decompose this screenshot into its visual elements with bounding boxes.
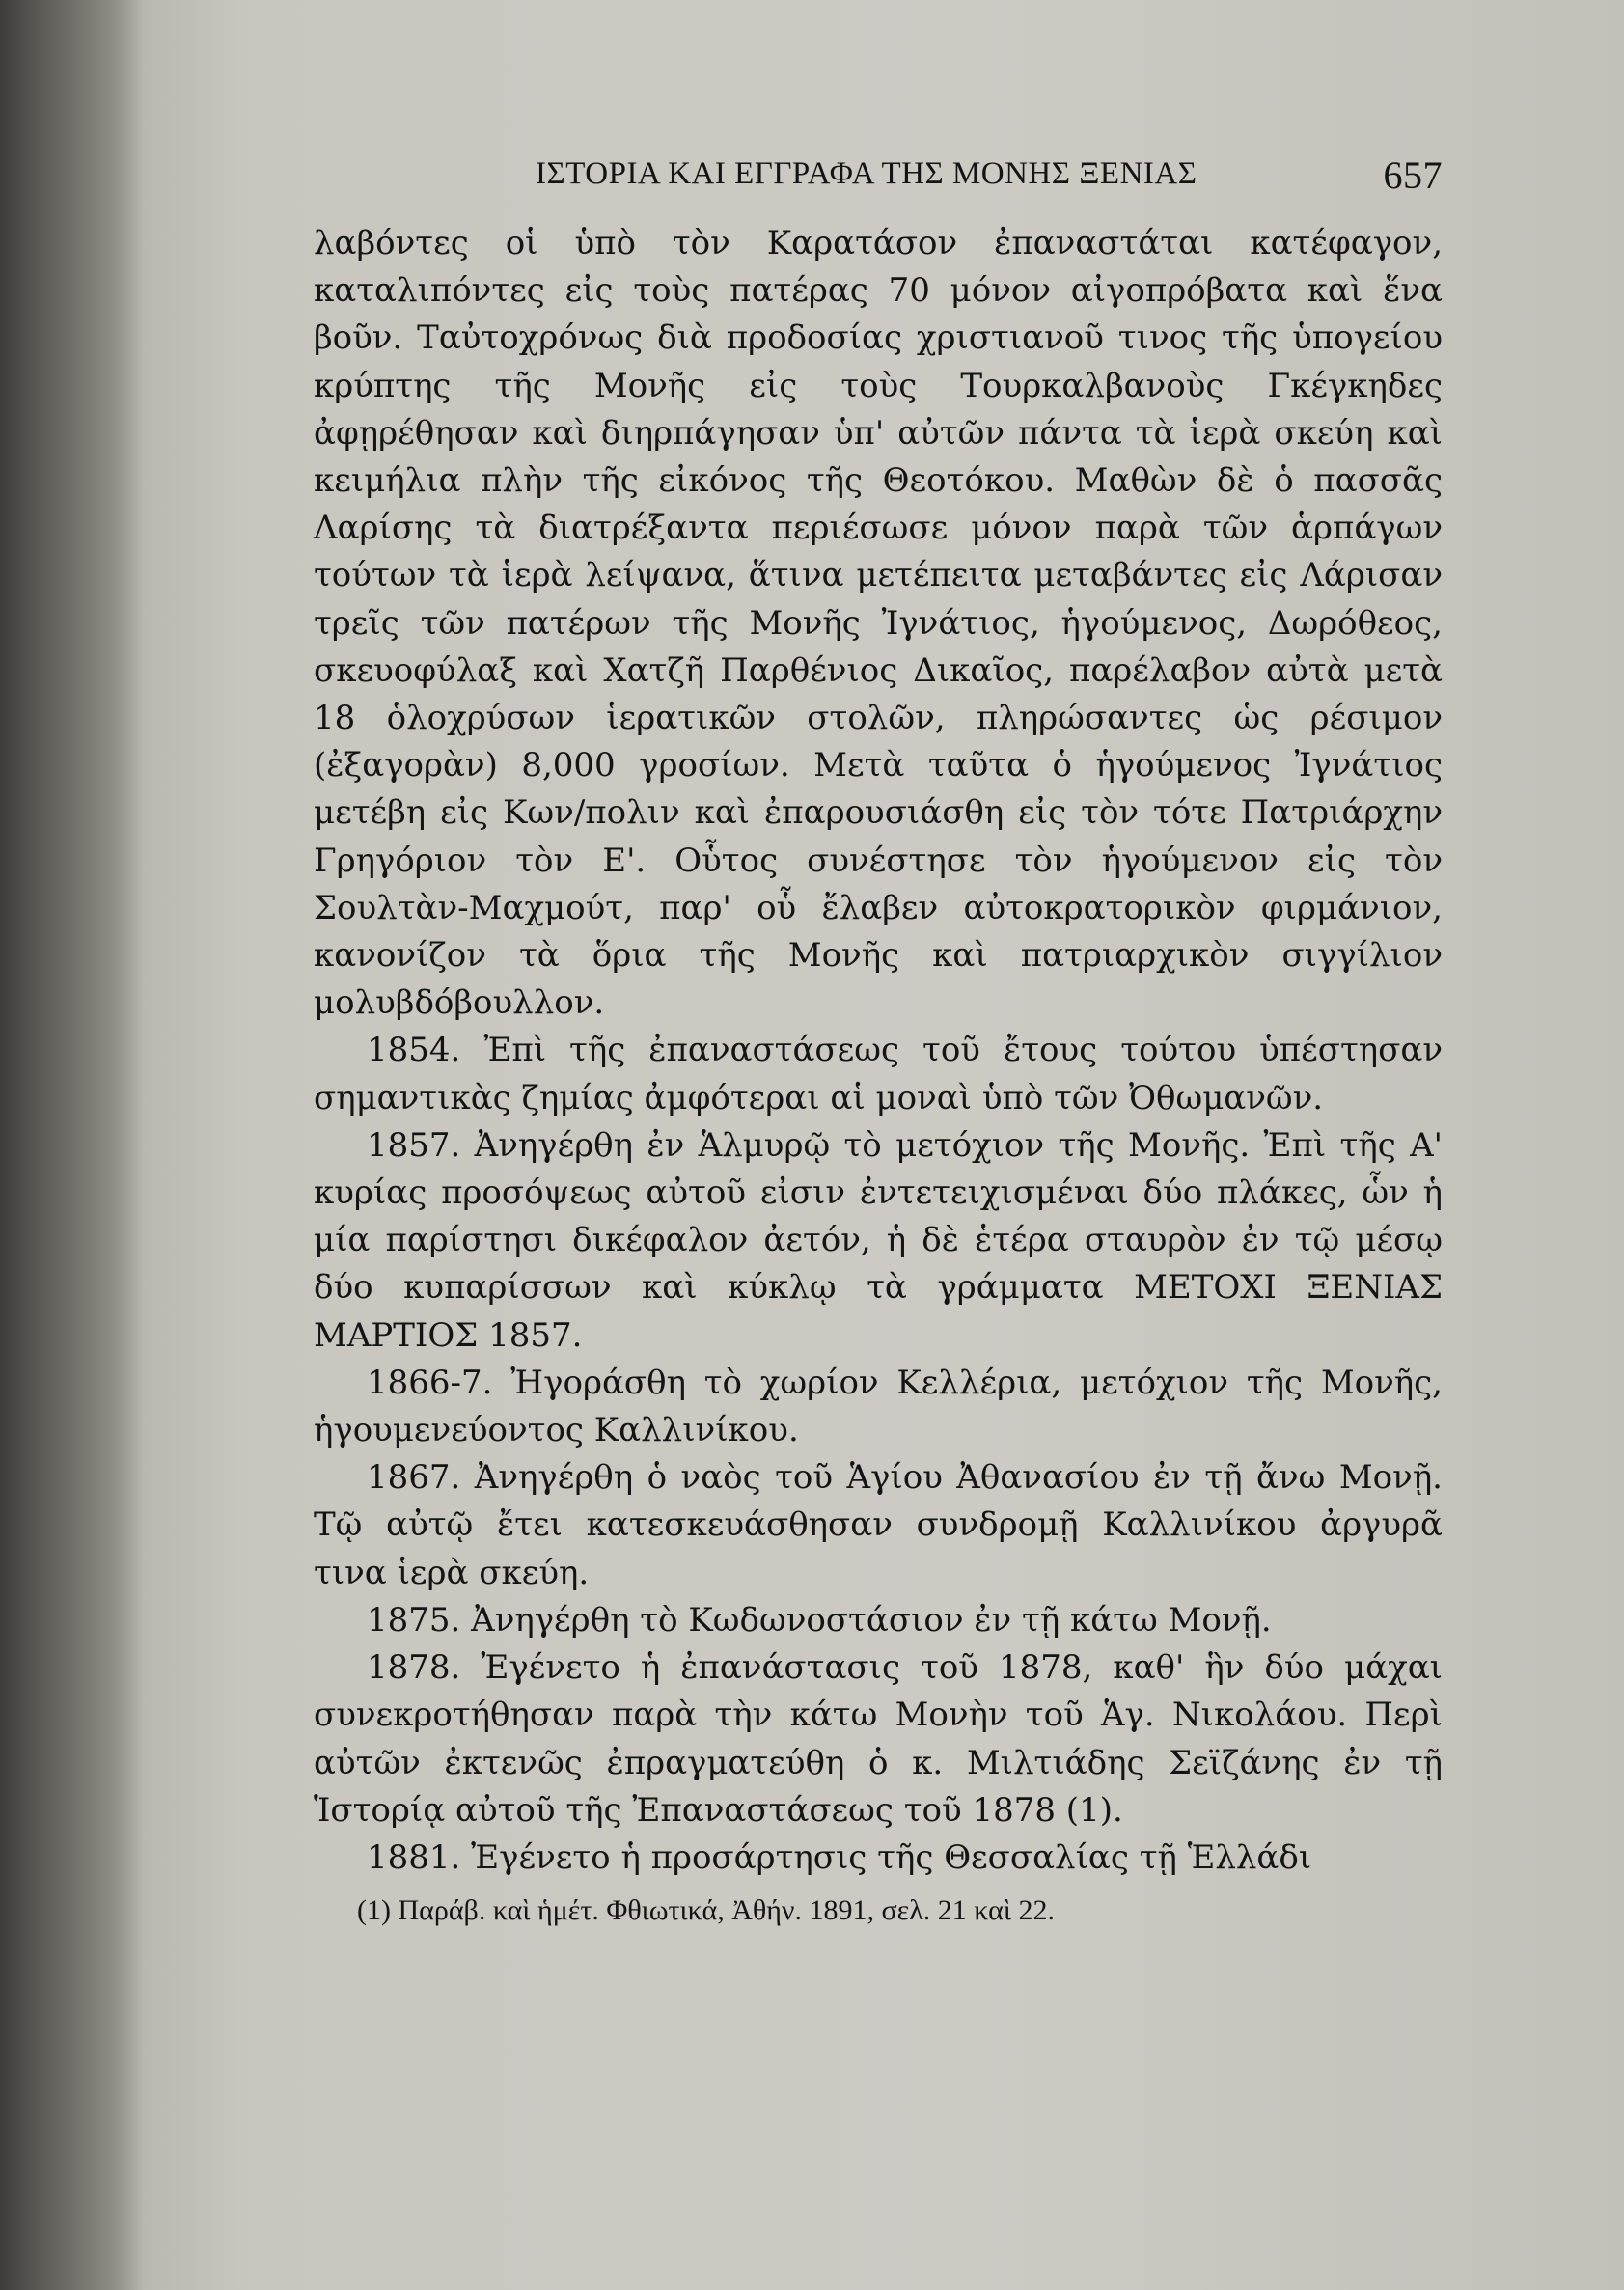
- paragraph-1866: 1866-7. Ἠγοράσθη τὸ χωρίον Κελλέρια, μετόχιον τῆς Μονῆς, ἡγουμενεύοντος Καλλινίκου.: [314, 1363, 1443, 1450]
- paragraph-1857: 1857. Ἀνηγέρθη ἐν Ἁλμυρῷ τὸ μετόχιον τῆς Μονῆς. Ἐπὶ τῆς Α' κυρίας προσόψεως αὐτοῦ εἰσιν ἐντετειχισμέναι δύο πλάκες, ὧν ἡ μία παρίστησι δικέφαλον ἀετόν, ἡ δὲ ἑτέρα σταυρὸν ἐν τῷ μέσῳ δύο κυπαρίσσων καὶ κύκλῳ τὰ γράμματα ΜΕΤΟΧΙ ΞΕΝΙΑΣ ΜΑΡΤΙΟΣ 1857.: [314, 1125, 1443, 1355]
- paragraph-1854: 1854. Ἐπὶ τῆς ἐπαναστάσεως τοῦ ἔτους τούτου ὑπέστησαν σημαντικὰς ζημίας ἀμφότεραι αἱ μοναὶ ὑπὸ τῶν Ὀθωμανῶν.: [314, 1031, 1443, 1117]
- page-content: [314, 145, 1443, 1930]
- page-number: 657: [1383, 153, 1443, 197]
- paragraph-1878: 1878. Ἐγένετο ἡ ἐπανάστασις τοῦ 1878, καθ' ἣν δύο μάχαι συνεκροτήθησαν παρὰ τὴν κάτω Μονὴν τοῦ Ἁγ. Νικολάου. Περὶ αὐτῶν ἐκτενῶς ἐπραγματεύθη ὁ κ. Μιλτιάδης Σεϊζάνης ἐν τῇ Ἱστορίᾳ αὐτοῦ τῆς Ἐπαναστάσεως τοῦ 1878 (1).: [314, 1648, 1443, 1830]
- book-gutter-shadow: [0, 0, 145, 2290]
- body-text: [314, 220, 1443, 1882]
- paragraph-1867: 1867. Ἀνηγέρθη ὁ ναὸς τοῦ Ἁγίου Ἀθανασίου ἐν τῇ ἄνω Μονῇ. Τῷ αὐτῷ ἔτει κατεσκευάσθησαν συνδρομῇ Καλλινίκου ἀργυρᾶ τινα ἱερὰ σκεύη.: [314, 1458, 1443, 1592]
- running-head-title: ΙΣΤΟΡΙΑ ΚΑΙ ΕΓΓΡΑΦΑ ΤΗΣ ΜΟΝΗΣ ΞΕΝΙΑΣ: [536, 156, 1197, 191]
- paragraph-1875: 1875. Ἀνηγέρθη τὸ Κωδωνοστάσιον ἐν τῇ κάτω Μονῇ.: [367, 1600, 1272, 1640]
- footnote: (1) Παράβ. καὶ ἡμέτ. Φθιωτικά, Ἀθήν. 1891, σελ. 21 καὶ 22.: [357, 1894, 1055, 1927]
- paragraph-1881: 1881. Ἐγένετο ἡ προσάρτησις τῆς Θεσσαλίας τῇ Ἑλλάδι: [367, 1837, 1312, 1877]
- paragraph-continuation: λαβόντες οἱ ὑπὸ τὸν Καρατάσον ἐπαναστάται κατέφαγον, καταλιπόντες εἰς τοὺς πατέρας 70 μόνον αἰγοπρόβατα καὶ ἕνα βοῦν. Ταὐτοχρόνως διὰ προδοσίας χριστιανοῦ τινος τῆς ὑπογείου κρύπτης τῆς Μονῆς εἰς τοὺς Τουρκαλβανοὺς Γκέγκηδες ἀφῃρέθησαν καὶ διηρπάγησαν ὑπ' αὐτῶν πάντα τὰ ἱερὰ σκεύη καὶ κειμήλια πλὴν τῆς εἰκόνος τῆς Θεοτόκου. Μαθὼν δὲ ὁ πασσᾶς Λαρίσης τὰ διατρέξαντα περιέσωσε μόνον παρὰ τῶν ἁρπάγων τούτων τὰ ἱερὰ λείψανα, ἅτινα μετέπειτα μεταβάντες εἰς Λάρισαν τρεῖς τῶν πατέρων τῆς Μονῆς Ἰγνάτιος, ἡγούμενος, Δωρόθεος, σκευοφύλαξ καὶ Χατζῆ Παρθένιος Δικαῖος, παρέλαβον αὐτὰ μετὰ 18 ὁλοχρύσων ἱερατικῶν στολῶν, πληρώσαντες ὡς ρέσιμον (ἐξαγορὰν) 8,000 γροσίων. Μετὰ ταῦτα ὁ ἡγούμενος Ἰγνάτιος μετέβη εἰς Κων/πολιν καὶ ἐπαρουσιάσθη εἰς τὸν τότε Πατριάρχην Γρηγόριον τὸν Ε'. Οὗτος συνέστησε τὸν ἡγούμενον εἰς τὸν Σουλτὰν-Μαχμούτ, παρ' οὗ ἔλαβεν αὐτοκρατορικὸν φιρμάνιον, κανονίζον τὰ ὅρια τῆς Μονῆς καὶ πατριαρχικὸν σιγγίλιον μολυβδόβουλλον.: [314, 224, 1443, 1023]
- running-head: [314, 145, 1443, 203]
